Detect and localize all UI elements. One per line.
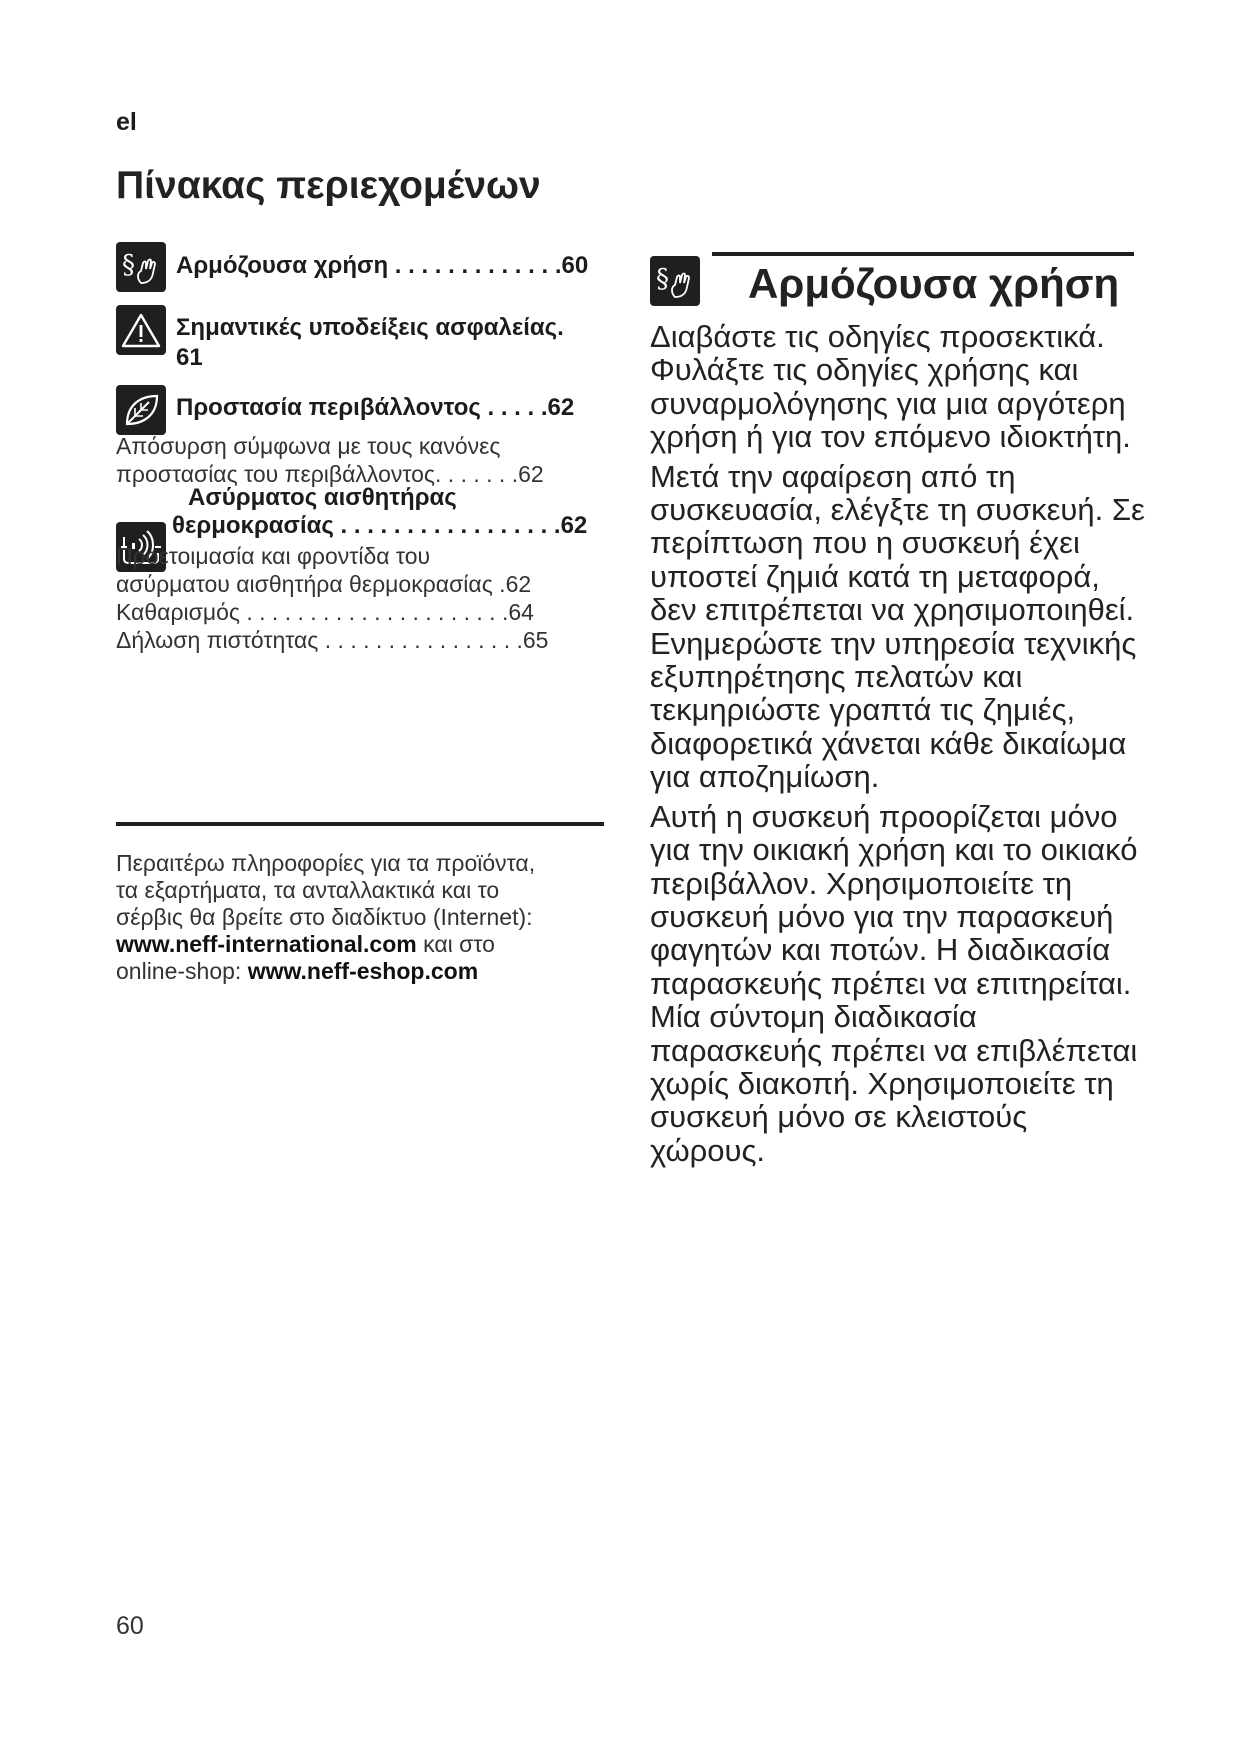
toc-entry-sensor-line2[interactable]: θερμοκρασίας . . . . . . . . . . . . . . . . .62	[172, 512, 588, 539]
warning-triangle-icon	[116, 305, 166, 355]
paragraph-3: Αυτή η συσκευή προορίζεται μόνο για την οικιακή χρήση και το οικιακό περιβάλλον. Χρησιμοποιείτε τη συσκευή μόνο για την παρασκευή φαγητών και ποτών. Η διαδικασία παρασκευής πρέπει να επιτηρείται. Μία σύντομη διαδικασία παρασκευής πρέπει να επιβλέπεται χωρίς διακοπή. Χρησιμοποιείτε τη συσκευή μόνο σε κλειστούς χώρους.	[650, 798, 1138, 1168]
section-rule	[712, 252, 1134, 256]
toc-sub-sensor-care-line2[interactable]: ασύρματου αισθητήρα θερμοκρασίας .62	[116, 571, 532, 597]
toc-entry-proper-use[interactable]: Αρμόζουσα χρήση . . . . . . . . . . . . .60	[176, 252, 589, 279]
paragraph-hand-icon	[116, 242, 166, 292]
toc-sub-cleaning[interactable]: Καθαρισμός . . . . . . . . . . . . . . . . . . . . .64	[116, 599, 534, 625]
toc-sub-disposal-line2[interactable]: προστασίας του περιβάλλοντος. . . . . . .62	[116, 461, 544, 487]
toc-sub-sensor-care-line1[interactable]: Προετοιμασία και φροντίδα του	[116, 543, 431, 569]
svg-text:§: §	[122, 250, 135, 280]
link-neff-eshop[interactable]: www.neff-eshop.com	[247, 958, 479, 984]
paragraph-hand-icon	[650, 256, 700, 306]
toc-title: Πίνακας περιεχομένων	[116, 164, 541, 207]
divider	[116, 822, 604, 826]
toc-sub-disposal-line1[interactable]: Απόσυρση σύμφωνα με τους κανόνες	[116, 433, 501, 459]
section-body	[650, 320, 1150, 1173]
paragraph-1: Διαβάστε τις οδηγίες προσεκτικά. Φυλάξτε τις οδηγίες χρήσης και συναρμολόγησης για μια αργότερη χρήση ή για τον επόμενο ιδιοκτήτη.	[650, 319, 1131, 455]
leaf-icon	[116, 385, 166, 435]
toc-entry-safety[interactable]: Σημαντικές υποδείξεις ασφαλείας.	[176, 314, 564, 341]
toc-entry-environment[interactable]: Προστασία περιβάλλοντος . . . . .62	[176, 394, 575, 421]
svg-text:§: §	[656, 264, 669, 294]
toc-entry-safety-page: 61	[176, 344, 203, 371]
toc-sub-declaration[interactable]: Δήλωση πιστότητας . . . . . . . . . . . . . . . .65	[116, 627, 549, 653]
section-title: Αρμόζουσα χρήση	[748, 260, 1120, 307]
link-neff-international[interactable]: www.neff-international.com	[116, 931, 417, 957]
toc-entry-sensor[interactable]: Ασύρματος αισθητήρας	[188, 484, 457, 511]
more-info-block: Περαιτέρω πληροφορίες για τα προϊόντα, τα εξαρτήματα, τα ανταλλακτικά και το σέρβις θα βρείτε στο διαδίκτυο (Internet): www.neff-international.com και στο online-shop: www.neff-eshop.com	[116, 850, 536, 984]
language-code: el	[116, 108, 137, 136]
paragraph-2: Μετά την αφαίρεση από τη συσκευασία, ελέγξτε τη συσκευή. Σε περίπτωση που η συσκευή έχει υποστεί ζημιά κατά τη μεταφορά, δεν επιτρέπεται να χρησιμοποιηθεί. Ενημερώστε την υπηρεσία τεχνικής εξυπηρέτησης πελατών και τεκμηριώστε γραπτά τις ζημιές, διαφορετικά χάνεται κάθε δικαίωμα για αποζημίωση.	[650, 458, 1145, 795]
page-number: 60	[116, 1612, 144, 1640]
